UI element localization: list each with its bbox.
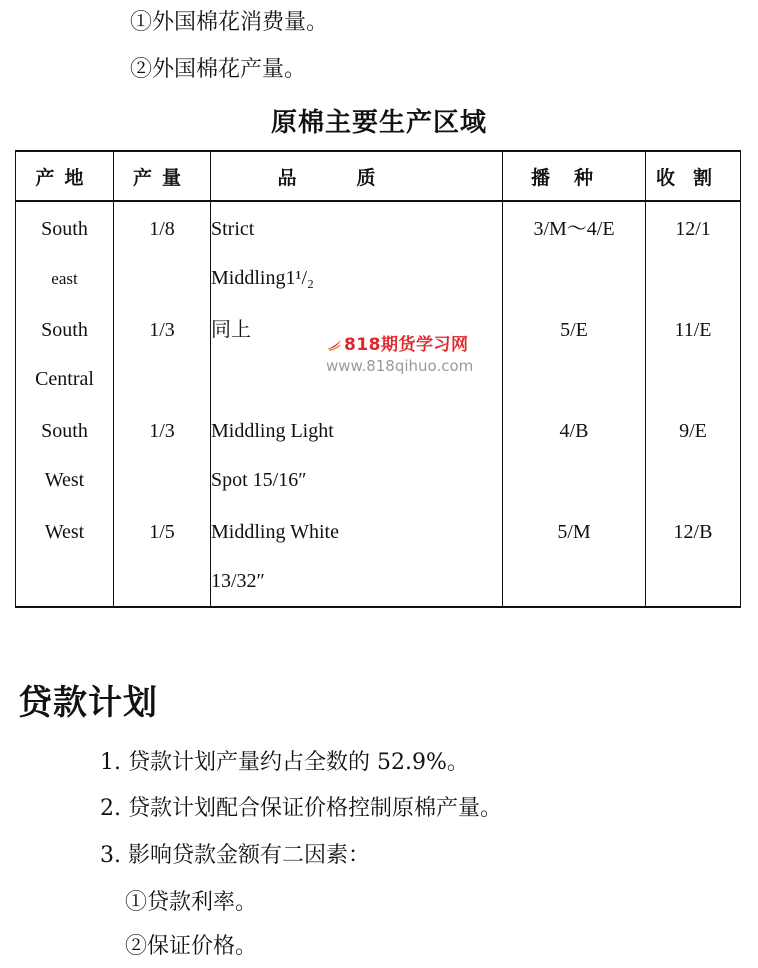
site-watermark — [326, 330, 498, 375]
header-quality: 品质 — [211, 151, 503, 201]
quality-line: Middling1¹/₂ — [211, 267, 314, 289]
header-output: 产量 — [114, 151, 211, 201]
intro-item: ①外国棉花消费量。 — [130, 10, 329, 35]
region-cell — [16, 505, 114, 607]
region-cell — [16, 404, 114, 505]
region-cell — [16, 303, 114, 404]
table-row — [16, 201, 741, 303]
header-planting: 播种 — [503, 151, 646, 201]
quality-cell — [211, 505, 503, 607]
region-cell — [16, 201, 114, 303]
table-row — [16, 404, 741, 505]
list-item: 3. 影响贷款金额有二因素： — [100, 843, 370, 868]
region-line: South — [41, 319, 88, 341]
planting-cell: 5/M — [503, 505, 646, 607]
watermark-logo-text: 818期货学习网 — [344, 335, 469, 355]
quality-line: Strict — [211, 218, 255, 240]
quality-cell — [211, 201, 503, 303]
region-line: South — [41, 420, 88, 442]
output-cell: 1/5 — [114, 505, 211, 607]
harvest-cell: 12/B — [646, 505, 741, 607]
header-region: 产地 — [16, 151, 114, 201]
harvest-cell: 9/E — [646, 404, 741, 505]
region-line: West — [44, 521, 85, 543]
swoosh-icon — [326, 339, 342, 351]
region-line: Central — [35, 368, 94, 390]
watermark-url: www.818qihuo.com — [326, 357, 474, 375]
table-header-row — [16, 151, 741, 201]
region-line: West — [44, 469, 85, 491]
region-line: east — [51, 269, 78, 288]
quality-line: Spot 15/16″ — [211, 469, 307, 491]
quality-line: 13/32″ — [211, 570, 265, 592]
table-title: 原棉主要生产区域 — [270, 108, 487, 138]
list-item: 1. 贷款计划产量约占全数的 52.9%。 — [100, 750, 469, 775]
region-line: South — [41, 218, 88, 240]
quality-cell — [211, 404, 503, 505]
section-heading: 贷款计划 — [18, 683, 158, 723]
watermark-logo — [326, 330, 498, 355]
planting-cell: 3/M～4/E — [503, 201, 646, 303]
planting-cell: 4/B — [503, 404, 646, 505]
quality-line: Middling White — [211, 521, 339, 543]
quality-line: 同上 — [211, 319, 251, 341]
list-item: 2. 贷款计划配合保证价格控制原棉产量。 — [100, 796, 502, 821]
output-cell: 1/3 — [114, 303, 211, 404]
harvest-cell: 11/E — [646, 303, 741, 404]
sub-item: ①贷款利率。 — [125, 890, 258, 915]
quality-line: Middling Light — [211, 420, 334, 442]
production-region-table — [15, 150, 741, 608]
intro-item: ②外国棉花产量。 — [130, 57, 307, 82]
region-line — [16, 557, 113, 606]
header-harvest: 收割 — [646, 151, 741, 201]
planting-cell: 5/E — [503, 303, 646, 404]
sub-item: ②保证价格。 — [125, 934, 258, 959]
harvest-cell: 12/1 — [646, 201, 741, 303]
output-cell: 1/8 — [114, 201, 211, 303]
output-cell: 1/3 — [114, 404, 211, 505]
table-row — [16, 505, 741, 607]
